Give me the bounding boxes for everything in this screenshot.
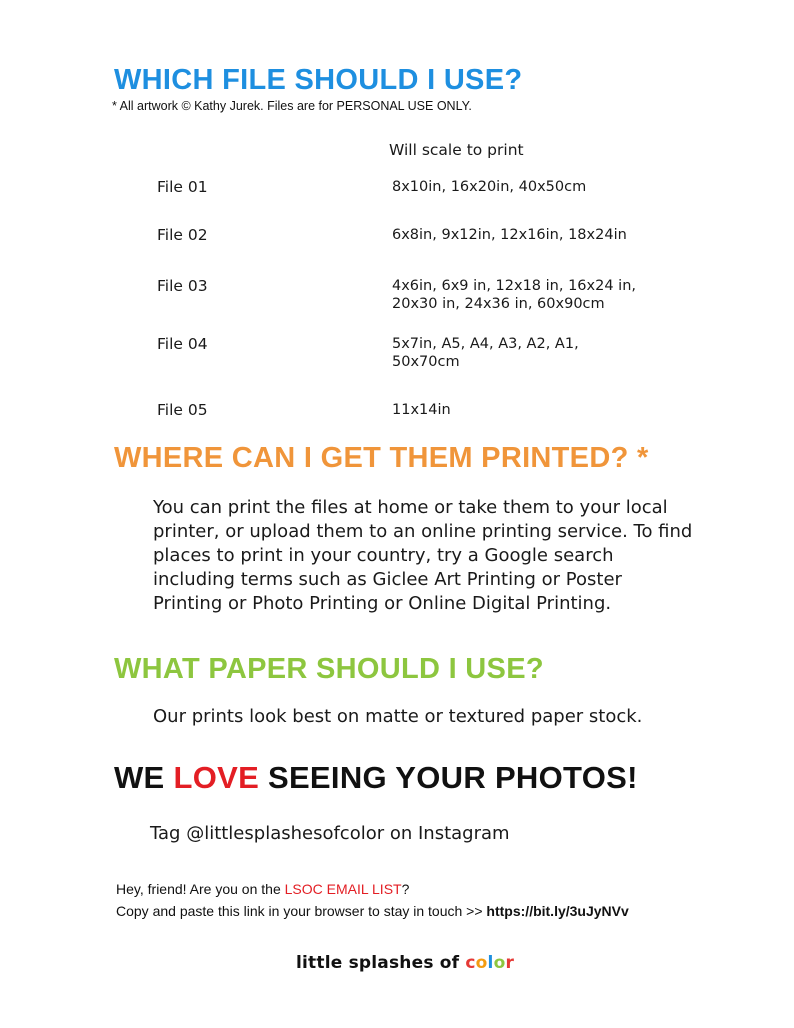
footer-email-line bbox=[116, 881, 409, 897]
scale-column-header: Will scale to print bbox=[389, 141, 524, 159]
what-paper-body: Our prints look best on matte or textured paper stock. bbox=[153, 706, 643, 727]
footer-link-pre: Copy and paste this link in your browser to stay in touch >> bbox=[116, 903, 487, 919]
where-printed-heading: WHERE CAN I GET THEM PRINTED? * bbox=[114, 442, 649, 474]
footer-email-post: ? bbox=[401, 881, 410, 897]
love-heading-post: SEEING YOUR PHOTOS! bbox=[259, 760, 638, 795]
file-02-sizes: 6x8in, 9x12in, 12x16in, 18x24in bbox=[392, 227, 627, 243]
love-heading-pre: WE bbox=[114, 760, 174, 795]
which-file-heading: WHICH FILE SHOULD I USE? bbox=[114, 64, 523, 96]
bitly-link[interactable]: https://bit.ly/3uJyNVv bbox=[486, 903, 629, 919]
love-heading-highlight: LOVE bbox=[173, 760, 260, 795]
file-02-label: File 02 bbox=[157, 226, 208, 244]
love-photos-heading bbox=[114, 760, 638, 796]
file-04-sizes: 5x7in, A5, A4, A3, A2, A1, 50x70cm bbox=[392, 336, 579, 370]
email-list-link[interactable]: LSOC EMAIL LIST bbox=[284, 881, 402, 897]
logo-color-letter: l bbox=[487, 953, 494, 973]
logo-color-letter: o bbox=[475, 953, 488, 973]
footer-link-line bbox=[116, 903, 629, 919]
logo-color-letter: o bbox=[493, 953, 506, 973]
what-paper-heading: WHAT PAPER SHOULD I USE? bbox=[114, 653, 544, 685]
copyright-note: * All artwork © Kathy Jurek. Files are for PERSONAL USE ONLY. bbox=[112, 99, 472, 113]
file-05-label: File 05 bbox=[157, 401, 208, 419]
file-05-sizes: 11x14in bbox=[392, 402, 451, 418]
where-printed-body: You can print the files at home or take them to your local printer, or upload them to an online printing service. To find places to print in your country, try a Google search including terms such as Giclee Art Printing or Poster Printing or Photo Printing or Online Digital Printing. bbox=[153, 497, 693, 614]
logo-text: little splashes of bbox=[296, 953, 466, 973]
brand-logo bbox=[296, 953, 514, 973]
file-01-label: File 01 bbox=[157, 178, 208, 196]
file-04-label: File 04 bbox=[157, 335, 208, 353]
file-03-label: File 03 bbox=[157, 277, 208, 295]
file-03-sizes: 4x6in, 6x9 in, 12x18 in, 16x24 in, 20x30 in, 24x36 in, 60x90cm bbox=[392, 278, 636, 312]
file-01-sizes: 8x10in, 16x20in, 40x50cm bbox=[392, 179, 587, 195]
logo-color-word bbox=[465, 953, 514, 973]
instagram-tag-text: Tag @littlesplashesofcolor on Instagram bbox=[150, 823, 510, 844]
logo-color-letter: c bbox=[465, 953, 476, 973]
logo-color-letter: r bbox=[505, 953, 515, 973]
footer-email-pre: Hey, friend! Are you on the bbox=[116, 881, 285, 897]
